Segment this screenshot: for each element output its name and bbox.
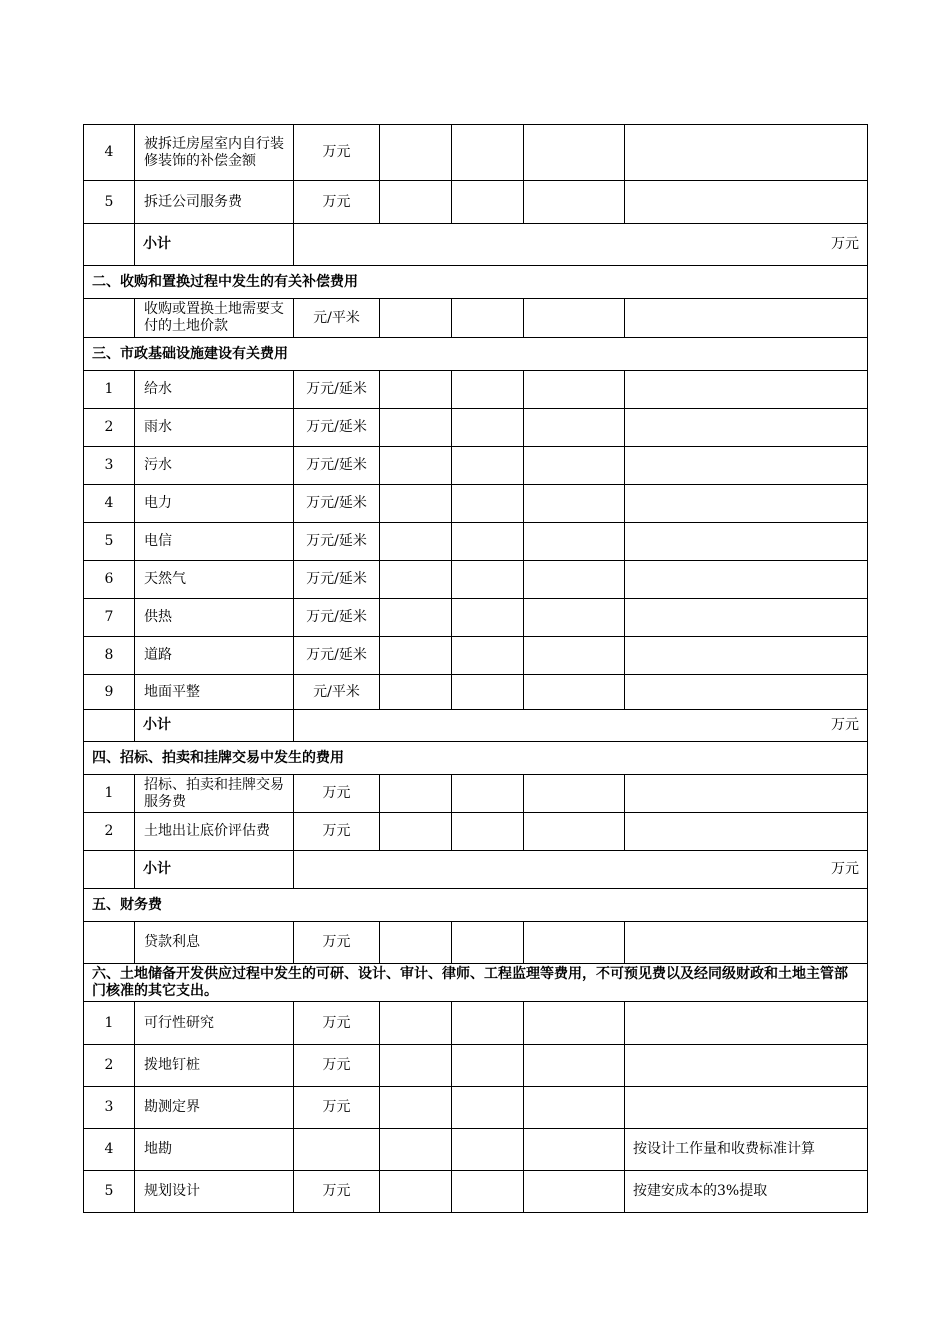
- value-cell: [524, 775, 625, 813]
- value-cell: [380, 485, 452, 523]
- value-cell: [380, 181, 452, 224]
- item-name: 污水: [135, 447, 294, 485]
- value-cell: [380, 125, 452, 181]
- row-number: 3: [84, 1087, 135, 1129]
- table-row: [84, 1087, 868, 1129]
- item-note: [625, 485, 868, 523]
- item-note: 按设计工作量和收费标准计算: [625, 1129, 868, 1171]
- item-name: 拆迁公司服务费: [135, 181, 294, 224]
- item-note: [625, 1045, 868, 1087]
- item-note: [625, 561, 868, 599]
- value-cell: [380, 599, 452, 637]
- item-note: [625, 637, 868, 675]
- value-cell: [452, 447, 524, 485]
- section-title: 四、招标、拍卖和挂牌交易中发生的费用: [84, 742, 868, 775]
- item-unit: 万元: [294, 775, 380, 813]
- item-name: 招标、拍卖和挂牌交易服务费: [135, 775, 294, 813]
- row-number: [84, 922, 135, 964]
- value-cell: [524, 371, 625, 409]
- subtotal-label: 小计: [135, 851, 294, 889]
- value-cell: [452, 485, 524, 523]
- item-unit: 万元: [294, 1045, 380, 1087]
- section-title: 二、收购和置换过程中发生的有关补偿费用: [84, 266, 868, 299]
- table-row: [84, 922, 868, 964]
- value-cell: [380, 447, 452, 485]
- value-cell: [524, 675, 625, 710]
- row-number: 2: [84, 409, 135, 447]
- item-unit: 万元/延米: [294, 599, 380, 637]
- value-cell: [524, 599, 625, 637]
- value-cell: [524, 125, 625, 181]
- row-number: 4: [84, 125, 135, 181]
- subtotal-label: 小计: [135, 710, 294, 742]
- value-cell: [380, 813, 452, 851]
- section-header-row: [84, 742, 868, 775]
- value-cell: [380, 1129, 452, 1171]
- section-header-row: [84, 266, 868, 299]
- item-note: [625, 675, 868, 710]
- section-title: 三、市政基础设施建设有关费用: [84, 338, 868, 371]
- row-number: 4: [84, 1129, 135, 1171]
- row-number: 9: [84, 675, 135, 710]
- value-cell: [380, 1002, 452, 1045]
- value-cell: [452, 371, 524, 409]
- item-note: [625, 181, 868, 224]
- item-note: [625, 371, 868, 409]
- row-number: [84, 224, 135, 266]
- table-row: [84, 1002, 868, 1045]
- table-row: [84, 675, 868, 710]
- table-row: [84, 813, 868, 851]
- cost-table-body: [84, 125, 868, 1213]
- item-unit: 万元/延米: [294, 447, 380, 485]
- value-cell: [380, 299, 452, 338]
- section-title: 六、土地储备开发供应过程中发生的可研、设计、审计、律师、工程监理等费用，不可预见费以及经同级财政和土地主管部门核准的其它支出。: [84, 964, 868, 1002]
- table-row: [84, 775, 868, 813]
- subtotal-row: [84, 851, 868, 889]
- row-number: [84, 299, 135, 338]
- item-name: 供热: [135, 599, 294, 637]
- row-number: 7: [84, 599, 135, 637]
- value-cell: [380, 1045, 452, 1087]
- table-row: [84, 1171, 868, 1213]
- value-cell: [524, 1002, 625, 1045]
- section-header-row: [84, 964, 868, 1002]
- item-unit: 万元: [294, 813, 380, 851]
- row-number: 1: [84, 371, 135, 409]
- item-name: 电信: [135, 523, 294, 561]
- table-row: [84, 181, 868, 224]
- value-cell: [380, 371, 452, 409]
- item-name: 给水: [135, 371, 294, 409]
- item-name: 贷款利息: [135, 922, 294, 964]
- value-cell: [524, 523, 625, 561]
- item-name: 地勘: [135, 1129, 294, 1171]
- row-number: 1: [84, 775, 135, 813]
- item-note: 按建安成本的3%提取: [625, 1171, 868, 1213]
- item-unit: 万元/延米: [294, 523, 380, 561]
- item-name: 收购或置换土地需要支付的土地价款: [135, 299, 294, 338]
- item-unit: 万元/延米: [294, 371, 380, 409]
- value-cell: [524, 561, 625, 599]
- value-cell: [452, 922, 524, 964]
- value-cell: [452, 561, 524, 599]
- table-row: [84, 447, 868, 485]
- value-cell: [380, 523, 452, 561]
- value-cell: [524, 922, 625, 964]
- item-note: [625, 523, 868, 561]
- value-cell: [524, 1045, 625, 1087]
- value-cell: [452, 299, 524, 338]
- subtotal-unit: 万元: [294, 710, 868, 742]
- row-number: 8: [84, 637, 135, 675]
- row-number: 2: [84, 813, 135, 851]
- value-cell: [452, 125, 524, 181]
- item-unit: 万元/延米: [294, 637, 380, 675]
- value-cell: [452, 1129, 524, 1171]
- row-number: 2: [84, 1045, 135, 1087]
- table-row: [84, 125, 868, 181]
- row-number: [84, 710, 135, 742]
- item-name: 天然气: [135, 561, 294, 599]
- table-row: [84, 561, 868, 599]
- row-number: 5: [84, 523, 135, 561]
- table-row: [84, 485, 868, 523]
- item-name: 土地出让底价评估费: [135, 813, 294, 851]
- item-unit: 万元: [294, 125, 380, 181]
- table-row: [84, 1129, 868, 1171]
- value-cell: [380, 775, 452, 813]
- subtotal-row: [84, 224, 868, 266]
- item-unit: 万元: [294, 1087, 380, 1129]
- value-cell: [452, 599, 524, 637]
- item-note: [625, 299, 868, 338]
- item-name: 可行性研究: [135, 1002, 294, 1045]
- row-number: 6: [84, 561, 135, 599]
- value-cell: [452, 775, 524, 813]
- subtotal-unit: 万元: [294, 224, 868, 266]
- value-cell: [380, 922, 452, 964]
- item-note: [625, 1002, 868, 1045]
- item-note: [625, 922, 868, 964]
- item-unit: 元/平米: [294, 299, 380, 338]
- item-note: [625, 409, 868, 447]
- item-unit: 万元: [294, 1171, 380, 1213]
- item-unit: 万元/延米: [294, 485, 380, 523]
- item-name: 被拆迁房屋室内自行装修装饰的补偿金额: [135, 125, 294, 181]
- item-unit: 万元: [294, 1002, 380, 1045]
- value-cell: [524, 181, 625, 224]
- value-cell: [380, 1087, 452, 1129]
- item-name: 拨地钉桩: [135, 1045, 294, 1087]
- item-name: 雨水: [135, 409, 294, 447]
- section-title: 五、财务费: [84, 889, 868, 922]
- subtotal-label: 小计: [135, 224, 294, 266]
- value-cell: [380, 637, 452, 675]
- value-cell: [452, 637, 524, 675]
- item-unit: [294, 1129, 380, 1171]
- table-row: [84, 523, 868, 561]
- subtotal-unit: 万元: [294, 851, 868, 889]
- value-cell: [380, 1171, 452, 1213]
- value-cell: [452, 813, 524, 851]
- item-unit: 万元: [294, 922, 380, 964]
- item-unit: 万元/延米: [294, 409, 380, 447]
- value-cell: [452, 181, 524, 224]
- row-number: 4: [84, 485, 135, 523]
- value-cell: [524, 637, 625, 675]
- item-note: [625, 813, 868, 851]
- value-cell: [524, 1171, 625, 1213]
- value-cell: [380, 561, 452, 599]
- item-name: 规划设计: [135, 1171, 294, 1213]
- value-cell: [524, 1087, 625, 1129]
- value-cell: [452, 1045, 524, 1087]
- item-name: 地面平整: [135, 675, 294, 710]
- value-cell: [380, 675, 452, 710]
- item-name: 道路: [135, 637, 294, 675]
- table-row: [84, 371, 868, 409]
- value-cell: [452, 409, 524, 447]
- table-row: [84, 299, 868, 338]
- item-unit: 元/平米: [294, 675, 380, 710]
- row-number: 5: [84, 181, 135, 224]
- item-note: [625, 599, 868, 637]
- value-cell: [524, 447, 625, 485]
- value-cell: [524, 409, 625, 447]
- row-number: 3: [84, 447, 135, 485]
- table-row: [84, 637, 868, 675]
- item-unit: 万元: [294, 181, 380, 224]
- value-cell: [524, 1129, 625, 1171]
- cost-table: [83, 124, 868, 1213]
- item-note: [625, 125, 868, 181]
- row-number: 1: [84, 1002, 135, 1045]
- item-note: [625, 1087, 868, 1129]
- value-cell: [524, 813, 625, 851]
- section-header-row: [84, 889, 868, 922]
- item-name: 勘测定界: [135, 1087, 294, 1129]
- table-row: [84, 599, 868, 637]
- row-number: [84, 851, 135, 889]
- value-cell: [452, 1171, 524, 1213]
- table-row: [84, 409, 868, 447]
- value-cell: [380, 409, 452, 447]
- value-cell: [524, 485, 625, 523]
- value-cell: [452, 1087, 524, 1129]
- item-name: 电力: [135, 485, 294, 523]
- row-number: 5: [84, 1171, 135, 1213]
- value-cell: [524, 299, 625, 338]
- value-cell: [452, 675, 524, 710]
- subtotal-row: [84, 710, 868, 742]
- section-header-row: [84, 338, 868, 371]
- item-note: [625, 447, 868, 485]
- item-unit: 万元/延米: [294, 561, 380, 599]
- table-row: [84, 1045, 868, 1087]
- value-cell: [452, 523, 524, 561]
- item-note: [625, 775, 868, 813]
- value-cell: [452, 1002, 524, 1045]
